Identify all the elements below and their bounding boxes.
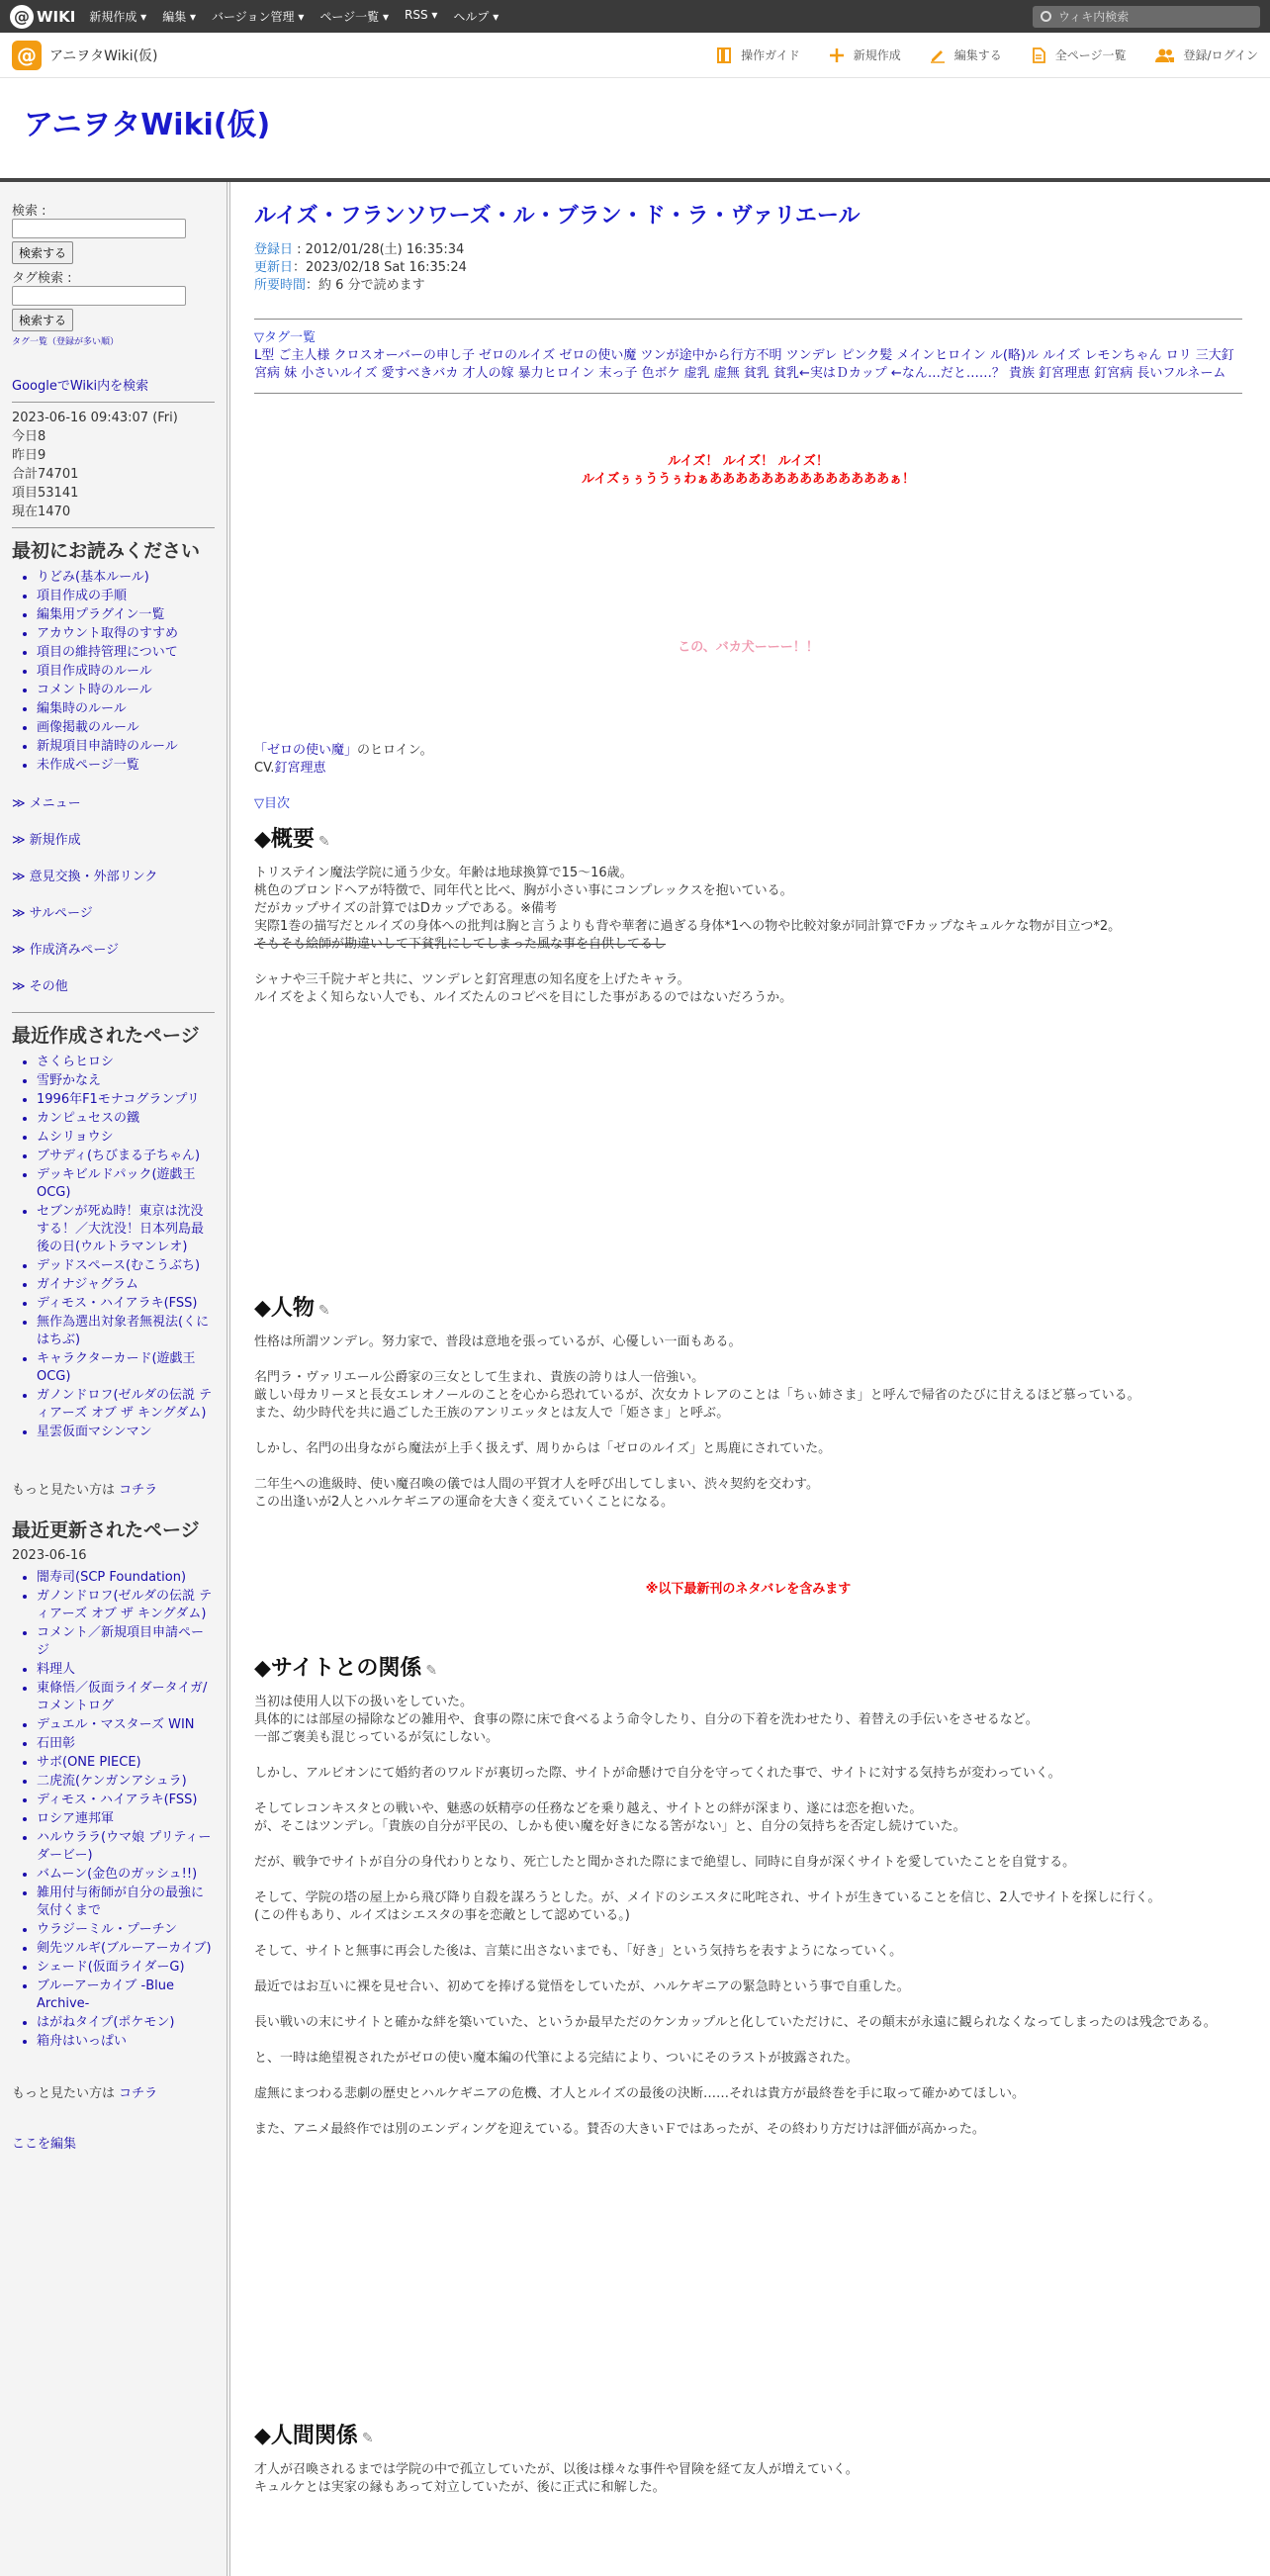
paragraph-line: 二年生への進級時、使い魔召喚の儀では人間の平賀才人を呼び出してしまい、渋々契約を交わす。 [254,1477,819,1492]
list-item[interactable]: • キャラクターカード(遊戯王OCG) [37,1350,215,1386]
site-name[interactable]: アニヲタWiki(仮) [49,47,158,64]
registered-date: 2012/01/28(土) 16:35:34 [305,242,465,257]
menu-new[interactable]: 新規作成 ▾ [89,10,147,24]
list-item[interactable]: • ガイナジャグラム [37,1276,215,1294]
divider [12,1012,215,1013]
cv-label: CV. [254,761,275,776]
paragraph-line: 一部ご褒美も混じっているが気にしない。 [254,1730,499,1745]
section-label: 作成済みページ [29,943,120,958]
list-item[interactable]: • ディモス・ハイアラキ(FSS) [37,1792,215,1809]
list-item[interactable]: • 剣先ツルギ(ブルーアーカイブ) [37,1940,215,1958]
list-item[interactable]: • ブルーアーカイブ -Blue Archive- [37,1978,215,2013]
tags-toggle[interactable]: ▽タグ一覧 [254,330,316,345]
stat-total: 合計74701 [12,467,79,482]
list-item[interactable]: • りどみ(基本ルール) [37,569,215,587]
list-item[interactable]: • 編集時のルール [37,700,215,718]
article-meta: 登録日 : 2012/01/28(土) 16:35:34 更新日：2023/02/18 Sat 16:35:24 所要時間：約 6 分で読めます [254,242,467,293]
section-heading-overview [254,827,1242,852]
list-item[interactable]: • ディモス・ハイアラキ(FSS) [37,1295,215,1313]
paragraph-line: と、一時は絶望視されたがゼロの使い魔本編の代筆による完結により、ついにそのラストが披露された。 [254,2051,859,2066]
list-item[interactable]: • さくらヒロシ [37,1054,215,1071]
stat-items: 項目53141 [12,486,79,501]
spacer [254,1458,1242,1476]
search-icon [1041,11,1051,22]
divider [254,319,1242,320]
list-item[interactable]: • デッキビルドパック(遊戯王OCG) [37,1166,215,1202]
site-logo-icon[interactable]: @ [12,41,42,70]
spoiler-warning: ※以下最新刊のネタバレを含みます [645,1582,852,1597]
users-icon [1154,46,1176,64]
spacer [254,1351,1242,1369]
paragraph-line: だがカップサイズの計算ではDカップである。※備考 [254,901,557,916]
list-item[interactable]: • ガノンドロフ(ゼルダの伝説 ティアーズ オブ ザ キングダム) [37,1588,215,1623]
section-heading-character [254,1296,1242,1321]
sidebar-section-new[interactable] [12,829,215,848]
stats-block [12,411,215,519]
more-prefix: もっと見たい方は [12,1483,116,1498]
paragraph-line: そして、学院の塔の屋上から飛び降り自殺を謀ろうとした。が、メイドのシエスタに叱咤され、サイトが生きていることを信じ、2人でサイトを探しに行く。 [254,1890,1161,1905]
recent-updated-heading: 最近更新されたページ [12,1519,200,1541]
tag-search-input[interactable] [12,286,186,306]
all-pages-button[interactable] [1030,46,1127,64]
quote-line-3: この、バカ犬ーーー！！ [678,640,819,655]
spacer [254,1423,1242,1440]
plus-icon [828,46,846,64]
double-chevron-icon: ≫ [12,979,26,994]
spacer [254,1925,1242,1943]
list-item[interactable]: • 無作為選出対象者無視法(くにはちぶ) [37,1314,215,1349]
edit-pencil-icon[interactable]: ✎ [361,2431,374,2446]
paragraph-line: 厳しい母カリーヌと長女エレオノールのことを心から恐れているが、次女カトレアのことは「ちぃ姉さま」と呼んで帰省のたびに甘えるほど慕っている。 [254,1388,1140,1403]
list-item[interactable]: • 項目作成の手順 [37,588,215,605]
double-chevron-icon: ≫ [12,796,26,811]
sidebar-section-created[interactable] [12,939,215,958]
section-heading-relationship [254,1656,1242,1681]
google-search-link[interactable]: GoogleでWiki内を検索 [12,379,149,394]
list-item[interactable]: • デッドスペース(むこうぶち) [37,1257,215,1275]
updated-date: 2023/02/18 Sat 16:35:24 [306,260,467,275]
guide-button[interactable] [715,46,800,64]
list-item[interactable]: • シェード(仮面ライダーG) [37,1959,215,1977]
spacer [254,1872,1242,1889]
list-item[interactable]: • 画像掲載のルール [37,719,215,737]
tag-list-link[interactable]: タグ一覧（登録が多い順） [12,337,120,347]
stat-today: 今日8 [12,429,46,444]
list-item[interactable]: • ムシリョウシ [37,1129,215,1147]
double-chevron-icon: ≫ [12,870,26,884]
divider [12,402,215,403]
section-label: 意見交換・外部リンク [29,870,158,884]
strike-line: そもそも絵師が勘違いして下貧乳にしてしまった風な事を自供してるし [254,937,667,952]
paragraph-line: (この件もあり、ルイズはシエスタの事を恋敵として認めている。) [254,1908,630,1923]
paragraph-line: 具体的には部屋の掃除などの雑用や、食事の際に床で食べるよう命令したり、自分の下着を洗わせたり、着替えの手伝いをさせるなど。 [254,1712,1039,1727]
section-title: ◆人間関係 [254,2424,358,2448]
paragraph-line: 当初は使用人以下の扱いをしていた。 [254,1695,474,1709]
paragraph-line: 桃色のブロンドヘアが特徴で、同年代と比べ、胸が小さい事にコンプレックスを抱いている。 [254,883,793,898]
list-item[interactable]: • 東條悟／仮面ライダータイガ/コメントログ [37,1680,215,1715]
book-icon [715,46,733,64]
spacer [254,1783,1242,1800]
sidebar-section-links[interactable] [12,866,215,884]
section-label: サルページ [29,906,93,921]
recent-created-heading: 最近作成されたページ [12,1025,200,1047]
list-item[interactable]: • ガノンドロフ(ゼルダの伝説 ティアーズ オブ ザ キングダム) [37,1387,215,1423]
list-item[interactable]: • コメント／新規項目申請ページ [37,1624,215,1660]
paragraph-line: 名門ラ・ヴァリエール公爵家の三女として生まれ、貴族の誇りは人一倍強い。 [254,1370,705,1385]
menu-version[interactable]: バージョン管理 ▾ [212,10,305,24]
recent-updated-date: 2023-06-16 [12,1548,87,1563]
new-page-label: 新規作成 [853,48,901,62]
title-banner [0,78,1270,182]
more-prefix: もっと見たい方は [12,2086,116,2101]
wiki-brand[interactable] [10,5,75,29]
list-item[interactable]: • 項目作成時のルール [37,663,215,681]
paragraph-line: トリステイン魔法学院に通う少女。年齢は地球換算で15～16歳。 [254,866,633,880]
cv-link[interactable]: 釘宮理恵 [274,761,326,776]
first-read-heading: 最初にお読みください [12,540,201,562]
toc-toggle[interactable]: ▽目次 [254,796,290,811]
spacer [254,1961,1242,1978]
section-label: その他 [29,979,68,994]
edit-sidebar-link[interactable]: ここを編集 [12,2137,77,2152]
paragraph-line: 長い戦いの末にサイトと確かな絆を築いていた、というか最早ただのケンカップルと化していただけに、その顛末が永遠に観られなくなってしまったのは残念である。 [254,2015,1217,2030]
character-text [254,1334,1242,1512]
login-button[interactable] [1154,46,1258,64]
registered-label: 登録日 [254,242,294,257]
list-item[interactable]: • 箱舟はいっぱい [37,2033,215,2051]
list-item[interactable]: • ハルウララ(ウマ娘 プリティーダービー) [37,1829,215,1865]
sidebar-section-other[interactable] [12,975,215,994]
login-label: 登録/ログイン [1183,48,1258,62]
list-item[interactable]: • 新規項目申請時のルール [37,738,215,756]
paragraph-line: そしてレコンキスタとの戦いや、魅惑の妖精亭の任務などを乗り越え、サイトとの絆が深まり、遂には恋を抱いた。 [254,1801,923,1816]
section-title: ◆概要 [254,827,315,852]
list-item[interactable]: • カンピュセスの鐵 [37,1110,215,1128]
menu-rss[interactable]: RSS ▾ [405,8,438,22]
more-updated [12,2082,215,2101]
pencil-icon [929,46,947,64]
updated-label: 更新日 [254,260,294,275]
double-chevron-icon: ≫ [12,906,26,921]
divider [254,393,1242,394]
spacer [254,1747,1242,1765]
stat-yesterday: 昨日9 [12,448,46,463]
sidebar-search-input[interactable] [12,219,186,238]
recent-updated-list [12,1569,215,2051]
list-item[interactable]: • アカウント取得のすすめ [37,625,215,643]
list-item[interactable]: • 料理人 [37,1661,215,1679]
paragraph-line: キュルケとは実家の縁もあって対立していたが、後に正式に和解した。 [254,2480,666,2495]
menu-pages[interactable]: ページ一覧 ▾ [319,10,389,24]
quote-line-2: ルイズぅぅううぅわぁああああああああああああああぁ！ [582,472,915,487]
search-label: 検索 : [12,204,46,219]
cv-line [254,760,1242,778]
search-placeholder: ウィキ内検索 [1058,10,1130,24]
list-item[interactable]: • ブサディ(ちびまる子ちゃん) [37,1148,215,1165]
more-created-link[interactable]: コチラ [119,1483,158,1498]
header-tools [715,46,1258,64]
double-chevron-icon: ≫ [12,833,26,848]
list-item[interactable]: • 編集用プラグイン一覧 [37,606,215,624]
list-item[interactable]: • 星雲仮面マシンマン [37,1424,215,1441]
sidebar-section-menu[interactable] [12,792,215,811]
paragraph-line: しかし、名門の出身ながら魔法が上手く扱えず、周りからは「ゼロのルイズ」と馬鹿にされていた。 [254,1441,832,1456]
spacer [254,2032,1242,2050]
all-pages-label: 全ページ一覧 [1054,48,1127,62]
spacer [254,2103,1242,2121]
list-item[interactable]: • 二虎流(ケンガンアシュラ) [37,1773,215,1791]
paragraph-line: また、幼少時代を共に過ごした王族のアンリエッタとは友人で「姫さま」と呼ぶ。 [254,1406,730,1421]
paragraph-line: 才人が召喚されるまでは学院の中で孤立していたが、以後は様々な事件や冒険を経て友人が増えていく。 [254,2462,859,2477]
list-item[interactable]: • 項目の維持管理について [37,644,215,662]
double-chevron-icon: ≫ [12,943,26,958]
relationship-text [254,1694,1242,2139]
list-item[interactable]: • デュエル・マスターズ WIN [37,1716,215,1734]
menu-help[interactable]: ヘルプ ▾ [453,10,499,24]
sidebar-section-sal[interactable] [12,902,215,921]
brand-text: WIKI [37,7,76,26]
tag-list[interactable]: L型 ご主人様 クロスオーバーの申し子 ゼロのルイズ ゼロの使い魔 ツンが途中から行方不明 ツンデレ ピンク髪 メインヒロイン ル(略)ル ルイズ レモンちゃん ロリ 三大釘宮病 妹 小さいルイズ 愛すべきバカ 才人の嫁 暴力ヒロイン 末っ子 色ボケ 虚乳 虚無 貧乳 貧乳←実はＤカップ ←なん…だと……？ 貴族 釘宮理恵 釘宮病 長いフルネーム [254,348,1234,381]
section-label: メニュー [29,796,81,811]
paragraph-line: だが、戦争でサイトが自分の身代わりとなり、死亡したと聞かされた際にまで絶望し、同時に自身が深くサイトを愛していたことを自覚する。 [254,1855,1076,1870]
top-bar [0,0,1270,33]
paragraph-line: また、アニメ最終作では別のエンディングを迎えている。賛否の大きいＦではあったが、その終わり方だけは評価が高かった。 [254,2122,985,2137]
tag-search-button[interactable]: 検索する [12,309,73,331]
recent-created-list [12,1054,215,1441]
section-title: ◆サイトとの関係 [254,1656,422,1681]
paragraph-line: 実際1巻の描写だとルイズの身体への批判は胸と言うよりも背や華奢に過ぎる身体*1への物や比較対象が同計算でFカップなキュルケな物が目立つ*2。 [254,919,1122,934]
edit-pencil-icon[interactable]: ✎ [425,1663,438,1679]
list-item[interactable]: • バムーン(金色のガッシュ!!) [37,1866,215,1884]
edit-pencil-icon[interactable]: ✎ [318,1303,330,1319]
first-read-list [12,569,215,775]
sidebar-search-button[interactable]: 検索する [12,241,73,264]
paragraph-line: シャナや三千院ナギと共に、ツンデレと釘宮理恵の知名度を上げたキャラ。 [254,972,690,987]
intro-text: のヒロイン。 [357,743,433,758]
menu-edit[interactable]: 編集 ▾ [162,10,197,24]
quote-line-1: ルイズ！ ルイズ！ ルイズ！ [668,454,829,469]
edit-button[interactable] [929,46,1002,64]
new-page-button[interactable] [828,46,901,64]
section-label: 新規作成 [29,833,81,848]
banner-title[interactable]: アニヲタWiki(仮) [24,108,271,142]
list-item[interactable]: • 1996年F1モナコグランプリ [37,1091,215,1109]
paragraph-line: しかし、アルビオンにて婚約者のワルドが裏切った際、サイトが命懸けで自分を守ってくれた事で、サイトに対する気持ちが変わっていく。 [254,1766,1061,1781]
list-item[interactable]: • 石田彰 [37,1735,215,1753]
section-heading-relations [254,2424,1242,2448]
sidebar [0,182,230,2576]
paragraph-line: ルイズをよく知らない人でも、ルイズたんのコピペを目にした事があるのではないだろうか。 [254,990,793,1005]
tag-search-label: タグ検索 : [12,271,72,286]
spacer [254,2068,1242,2085]
intro [254,742,1242,760]
list-item[interactable]: • はがねタイプ(ポケモン) [37,2014,215,2032]
list-item[interactable]: • 闇寿司(SCP Foundation) [37,1569,215,1587]
guide-label: 操作ガイド [741,48,800,62]
spacer [254,1996,1242,2014]
paragraph-line: この出逢いが2人とハルケギニアの運命を大きく変えていくことになる。 [254,1495,675,1510]
at-logo-icon: @ [10,5,34,29]
more-updated-link[interactable]: コチラ [119,2086,158,2101]
document-icon [1030,46,1047,64]
list-item[interactable]: • セブンが死ぬ時！東京は沈没する！／大沈没！日本列島最後の日(ウルトラマンレオ) [37,1203,215,1256]
paragraph-line: が、そこはツンデレ。「貴族の自分が平民の、しかも使い魔を好きになる筈がない」と、自分の気持ちを否定し続けていた。 [254,1819,966,1834]
site-header [0,33,1270,78]
series-link[interactable]: 「ゼロの使い魔」 [254,743,358,758]
stat-date: 2023-06-16 09:43:07 (Fri) [12,411,178,425]
divider [12,527,215,528]
paragraph-line: 最近ではお互いに裸を見せ合い、初めてを捧げる覚悟をしていたが、ハルケギニアの緊急時という事で自重した。 [254,1979,910,1994]
list-item[interactable]: • 雑用付与術師が自分の最強に気付くまで [37,1885,215,1920]
read-time-label: 所要時間 [254,278,307,293]
section-title: ◆人物 [254,1296,315,1321]
more-created [12,1479,215,1498]
article-title[interactable]: ルイズ・フランソワーズ・ル・ブラン・ド・ラ・ヴァリエール [254,204,861,229]
list-item[interactable]: • ウラジーミル・プーチン [37,1921,215,1939]
read-time: 約 6 分で読めます [318,278,425,293]
spacer [254,1836,1242,1854]
wiki-search-input[interactable] [1033,6,1260,28]
edit-pencil-icon[interactable]: ✎ [318,834,330,850]
list-item[interactable]: • ロシア連邦軍 [37,1810,215,1828]
article [230,182,1266,2576]
edit-label: 編集する [953,48,1002,62]
list-item[interactable]: • 未作成ページ一覧 [37,757,215,775]
list-item[interactable]: • 雪野かなえ [37,1072,215,1090]
list-item[interactable]: • サボ(ONE PIECE) [37,1754,215,1772]
stat-current: 現在1470 [12,505,71,519]
paragraph-line: 性格は所謂ツンデレ。努力家で、普段は意地を張っているが、心優しい一面もある。 [254,1334,742,1349]
paragraph-line: そして、サイトと無事に再会した後は、言葉に出さないまでも、「好き」という気持ちを表すようになっていく。 [254,1944,903,1959]
paragraph-line: 虚無にまつわる悲劇の歴史とハルケギニアの危機、才人とルイズの最後の決断……それは貴方が最終巻を手に取って確かめてほしい。 [254,2086,1025,2101]
list-item[interactable]: • コメント時のルール [37,682,215,699]
top-menu [89,8,499,25]
